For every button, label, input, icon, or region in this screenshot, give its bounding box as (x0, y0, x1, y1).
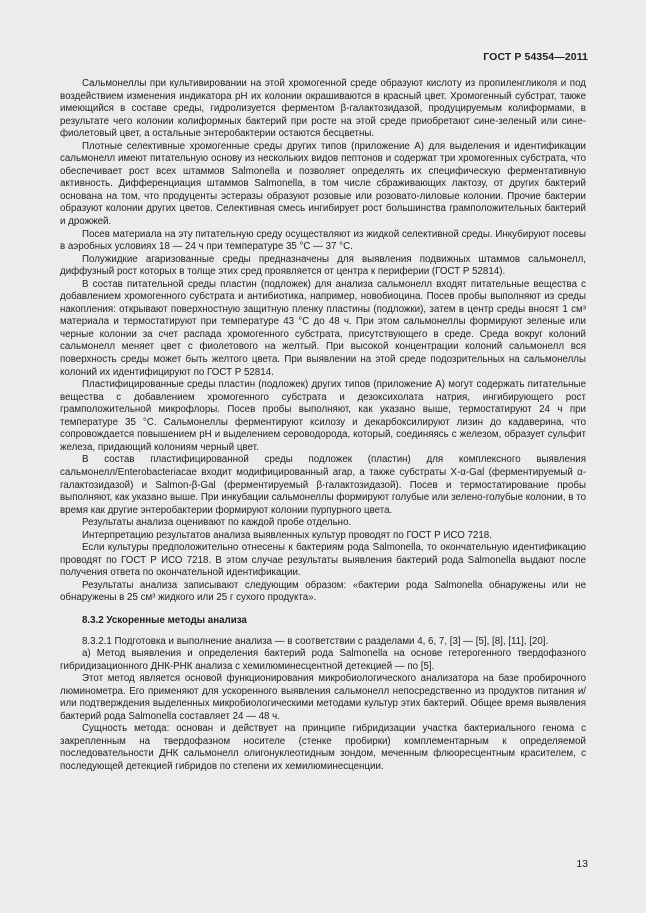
paragraph: Результаты анализа оценивают по каждой пробе отдельно. (82, 517, 352, 529)
page-number: 13 (576, 858, 588, 870)
paragraph: 8.3.2.1 Подготовка и выполнение анализа — в соответствии с разделами 4, 6, 7, [3] — [5], [8], [11], [20]. (82, 635, 549, 647)
paragraph: Плотные селективные хромогенные среды других типов (приложение А) для выделения и идентификации сальмонелл имеют питательную основу из нескольких видов пептонов и содержат три хромогенных субстрата, что обеспечивает рост всех штаммов Salmonella и позволяет определять их специфическую ферментативную активность. Дифференциация штаммов Salmonella, в том числе сбраживающих лактозу, от других бактерий основана на том, что продуценты эстеразы образуют розовые или розовато-лиловые колонии. Прочие бактерии образуют колонии других цветов. Селективная смесь ингибирует рост большинства грамположительных бактерий и дрожжей. (60, 140, 586, 228)
standard-header: ГОСТ Р 54354—2011 (483, 51, 588, 63)
paragraph: Сущность метода: основан и действует на принципе гибридизации участка бактериального генома с закрепленным на твердофазном носителе (стенке пробирки) комплементарным к определяемой последовательности ДНК сальмонелл олигонуклеотидным зондом, меченным флюоресцентным красителем, с последующей детекцией гибридов по степени их хемилюминесценции. (60, 723, 586, 772)
section-heading: 8.3.2 Ускоренные методы анализа (82, 614, 247, 626)
document-body (60, 78, 586, 774)
paragraph: Посев материала на эту питательную среду осуществляют из жидкой селективной среды. Инкубируют посевы в аэробных условиях 18 — 24 ч при температуре 35 °С — 37 °С. (60, 228, 586, 253)
paragraph: Полужидкие агаризованные среды предназначены для выявления подвижных штаммов сальмонелл, диффузный рост которых в толще этих сред проявляется от центра к периферии (ГОСТ Р 52814). (60, 253, 586, 278)
paragraph: В состав пластифицированной среды подложек (пластин) для комплексного выявления сальмонелл/Enterobacteriacae входит модифицированный агар, а также субстраты X-α-Gal (ферментируемый α-галактозидазой) и Salmon-β-Gal (ферментируемый β-галактозидазой). Посев и термостатирование пробы выполняют, как указано выше. При инкубации сальмонеллы формируют голубые или зелено-голубые колонии, в то время как другие энтеробактерии формируют колонии пурпурного цвета. (60, 454, 586, 516)
paragraph: Этот метод является основой функционирования микробиологического анализатора на базе пробирочного люминометра. Его применяют для ускоренного выявления сальмонелл непосредственно из продуктов питания и/или подтверждения выделенных микробиологическими методами культур этих бактерий. Общее время выявления бактерий рода Salmonella составляет 24 — 48 ч. (60, 673, 586, 722)
paragraph: Пластифицированные среды пластин (подложек) других типов (приложение А) могут содержать питательные вещества с добавлением хромогенного субстрата и дезоксихолата натрия, ингибирующего рост грамположительной микрофлоры. Посев пробы выполняют, как указано выше, термостатируют 24 ч при температуре 35 °С. Сальмонеллы ферментируют ксилозу и декарбоксилируют лизин до кадаверина, что сопровождается повышением рН и выделением сероводорода, который, соединяясь с железом, образует сульфит железа, придающий колониям черный цвет. (60, 379, 586, 453)
paragraph: В состав питательной среды пластин (подложек) для анализа сальмонелл входят питательные вещества с добавлением хромогенного субстрата и антибиотика, например, новобиоцина. Посев пробы выполняют из среды накопления: открывают поверхностную защитную пленку пластины (подложки), затем в центр среды вносят 1 см³ материала и термостатируют при температуре 43 °С до 48 ч. При этом сальмонеллы формируют зеленые или черные колонии за счет распада хромогенного субстрата, присутствующего в среде. Среда вокруг колоний сальмонелл меняет цвет с фиолетового на желтый. При высокой концентрации колоний сальмонелл вся поверхность среды может быть желтого цвета. При выявлении на этой среде подозрительных на сальмонеллы колоний их идентифицируют по ГОСТ Р 52814. (60, 278, 586, 378)
paragraph: Результаты анализа записывают следующим образом: «бактерии рода Salmonella обнаружены или не обнаружены в 25 см³ жидкого или 25 г сухого продукта». (60, 579, 586, 604)
paragraph: Интерпретацию результатов анализа выявленных культур проводят по ГОСТ Р ИСО 7218. (82, 529, 492, 541)
paragraph: а) Метод выявления и определения бактерий рода Salmonella на основе гетерогенного твердофазного гибридизационного ДНК-РНК анализа с хемилюминесцентной детекцией — по [5]. (60, 648, 586, 672)
paragraph: Если культуры предположительно отнесены к бактериям рода Salmonella, то окончательную идентификацию проводят по ГОСТ Р ИСО 7218. В этом случае результаты выявления бактерий рода Salmonella выдают после получения ответа по окончательной идентификации. (60, 542, 586, 579)
paragraph: Сальмонеллы при культивировании на этой хромогенной среде образуют кислоту из пропиленгликоля и под воздействием изменения индикатора рН их колонии окрашиваются в красный цвет. Хромогенный субстрат, также имеющийся в составе среды, гидролизуется ферментом β-галактозидазой, продуцируемым колиформами, в результате чего колонии колиформных бактерий при росте на этой среде приобретают сине-зеленый или сине-фиолетовый цвет, а остальные энтеробактерии остаются бесцветны. (60, 78, 586, 140)
